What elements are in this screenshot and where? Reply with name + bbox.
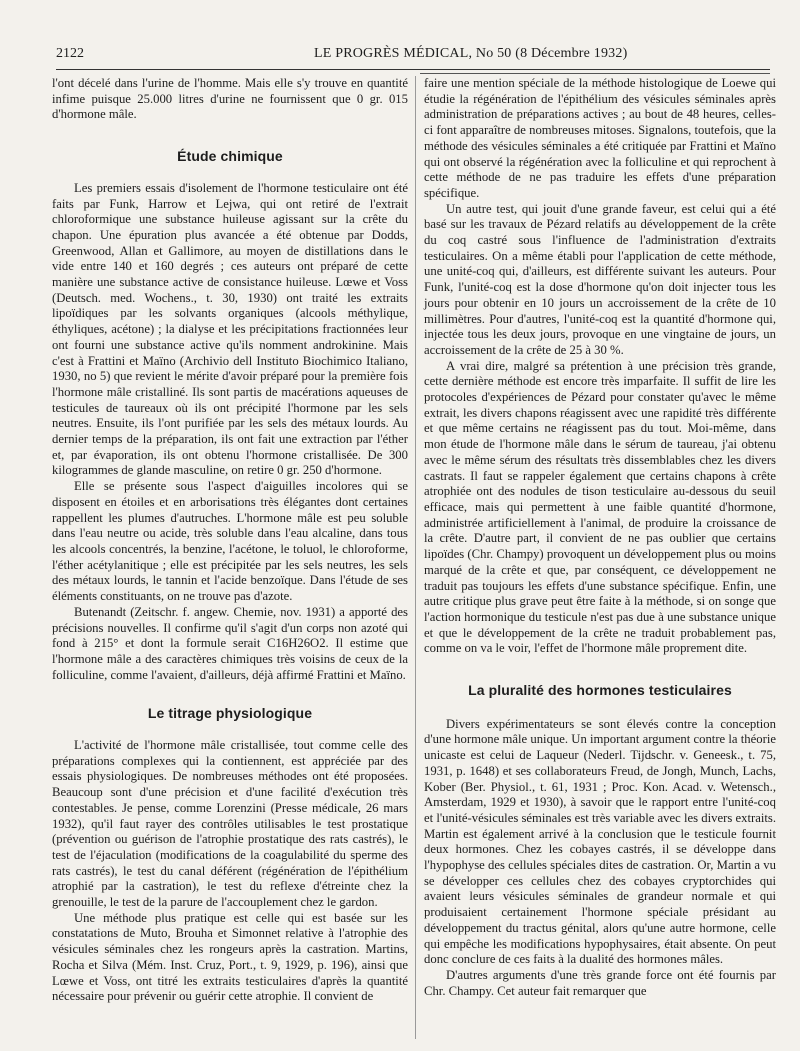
header-rule-secondary bbox=[420, 73, 770, 74]
page-number: 2122 bbox=[56, 46, 84, 61]
paragraph: Les premiers essais d'isolement de l'hormone testiculaire ont été faits par Funk, Harrow et Lejwa, qui ont retiré de l'extrait chloroformique une substance huileuse agissant sur la crête du chapon. Une épuration plus avancée a été obtenue par Dodds, Greenwood, Allan et Gallimore, au moyen de distillations dans le vide entre 140 et 160 degrés ; ces auteurs ont préparé de cette manière une substance active de consistance huileuse. Lœwe et Voss (Deutsch. med. Wochens., t. 30, 1930) ont traité les extraits lipoïdiques par les solvants organiques (alcools méthylique, éthyliques, acétone) ; la dialyse et les précipitations fractionnées leur ont fourni une substance active qu'ils nomment androkinine. Mais c'est à Frattini et Maïno (Archivio dell Instituto Biochimico Italiano, 1930, no 5) que revient le mérite d'avoir préparé pour la première fois l'hormone mâle cristalliné. Ils sont partis de macérations aqueuses de testicules de taureaux où ils ont précipité l'hormone par les sels neutres. Ensuite, ils l'ont purifiée par les sels des métaux lourds. Au dernier temps de la préparation, ils ont fait une extraction par l'éther et, par évaporation, ils ont obtenu l'hormone cristallisée. De 300 kilogrammes de glande masculine, on retire 0 gr. 250 d'hormone. bbox=[52, 180, 408, 478]
header-rule bbox=[56, 69, 770, 70]
section-heading-physiological-titration: Le titrage physiologique bbox=[147, 705, 313, 722]
paragraph: A vrai dire, malgré sa prétention à une précision très grande, cette dernière méthode est encore très imparfaite. Il suffit de lire les protocoles d'expériences de Pézard pour constater qu'avec le même extrait, les divers chapons réagissent avec une rapidité très différente et que même certains ne réagissent pas du tout. Moi-même, dans mon étude de l'hormone mâle dans le sérum de taureau, j'ai obtenu avec le même sérum des résultats très dissemblables chez les divers castrats. Il faut se rappeler également que certains chapons à crête atrophiée ont des nodules de tison testiculaire au-dessous du seuil efficace, mais qui permettent à une faible quantité d'hormone, administrée artificiellement à l'animal, de produire la croissance de la crête. D'autre part, il convient de ne pas oublier que certains lipoïdes (Chr. Champy) provoquent un développement plus ou moins marqué de la crête et que, par conséquent, ce développement ne traduit pas toujours les effets d'une substance spécifique. Enfin, une autre critique plus grave peut être faite à la méthode, si on songe que l'action hormonique du testicule n'est pas due à une substance unique et que le développement de la crête ne traduit probablement pas, comme on va le voir, l'effet de l'hormone mâle proprement dite. bbox=[424, 358, 776, 656]
left-column bbox=[52, 76, 408, 1031]
paragraph: Butenandt (Zeitschr. f. angew. Chemie, nov. 1931) a apporté des précisions nouvelles. Il confirme qu'il s'agit d'un corps non azoté qui fond à 215° et dont la formule serait C16H26O2. Il estime que l'hormone mâle a des caractères chimiques très voisins de ceux de la folliculine, comme l'avaient, d'ailleurs, déjà affirmé Frattini et Maïno. bbox=[52, 604, 408, 682]
paragraph: Divers expérimentateurs se sont élevés contre la conception d'une hormone mâle unique. Un important argument contre la théorie unicaste est celui de Laqueur (Nederl. Tijdschr. v. Geneesk., t. 75, 1931, p. 1648) et ses collaborateurs Freud, de Jongh, Munch, Lachs, Kober (Ber. Physiol., t. 61, 1931 ; Proc. Kon. Acad. v. Wetensch., Amsterdam, 1929 et 1930), à savoir que le rapport entre l'unité-coq et l'unité-vésicules séminales est très variable avec les divers extraits. Martin est également arrivé à la conclusion que le testicule fournit deux hormones. Chez les cobayes castrés, il se développe dans l'hypophyse des cellules spéciales dites de castration. Or, Martin a vu se développer ces cellules chez des cobayes cryptorchides qui avaient leurs vésicules séminales de grandeur normale et qui produisaient certainement l'hormone spéciale présidant au développement du tractus génital, alors qu'une autre hormone, celle qui empêche les modifications hypophysaires, était absente. On peut donc conclure de ces faits à la dualité des hormones mâles. bbox=[424, 716, 776, 967]
paragraph: D'autres arguments d'une très grande force ont été fournis par Chr. Champy. Cet auteur fait remarquer que bbox=[424, 967, 776, 998]
paragraph: Un autre test, qui jouit d'une grande faveur, est celui qui a été basé sur les travaux de Pézard relatifs au développement de la crête du coq castré sous l'influence de l'administration d'extraits testiculaires. On a même établi pour l'application de cette méthode, une unité-coq qui, d'ailleurs, est différente suivant les auteurs. Pour Funk, l'unité-coq est la dose d'hormone qu'on doit injecter tous les jours pour obtenir en 10 jours un accroissement de la crête de 10 millimètres. Pour d'autres, l'unité-coq est la quantité d'hormone qui, injectée tous les deux jours, provoque en une vingtaine de jours, un accroissement de la crête de 25 à 30 %. bbox=[424, 201, 776, 357]
page-header bbox=[56, 46, 770, 68]
running-title: LE PROGRÈS MÉDICAL, No 50 (8 Décembre 1932) bbox=[314, 46, 628, 61]
section-heading-chemical-study: Étude chimique bbox=[177, 148, 283, 165]
paragraph: Une méthode plus pratique est celle qui est basée sur les constatations de Muto, Brouha et Simonnet relative à l'atrophie des vésicules séminales chez les rongeurs après la castration. Martins, Rocha et Silva (Mém. Inst. Cruz, Port., t. 9, 1929, p. 196), ainsi que Lœwe et Voss, ont titré les extraits testiculaires d'après la quantité nécessaire pour prévenir ou guérir cette atrophie. Il convient de bbox=[52, 910, 408, 1004]
paragraph: L'activité de l'hormone mâle cristallisée, tout comme celle des préparations complexes qui la contiennent, est appréciée par des essais physiologiques. De nombreuses méthodes ont été proposées. Beaucoup sont d'une précision et d'une facilité d'exécution très contestables. Je pense, comme Lorenzini (Presse médicale, 26 mars 1932), qu'il faut rayer des contrôles utilisables le test prostatique (prévention ou guérison de l'atrophie prostatique des rats castrés), le test de l'éjaculation (modifications de la coagulabilité du sperme des rats castrés), le test du canal déférent (régénération de l'épithélium atrophié par la castration), le test du reflexe d'étreinte chez la grenouille, le test de la parure de l'accouplement chez le gardon. bbox=[52, 738, 408, 910]
column-divider bbox=[415, 76, 416, 1039]
paragraph: faire une mention spéciale de la méthode histologique de Loewe qui étudie la régénération de l'épithélium des vésicules séminales après administration de préparations actives ; au bout de 48 heures, celles-ci font apparaître de nombreuses mitoses. Signalons, toutefois, que la méthode des vésicules séminales a été critiquée par Frattini et Maïno qui ont observé la régénération avec la folliculine et qui reprochent à cette méthode de ne pas traduire les effets d'une préparation spécifique. bbox=[424, 76, 776, 200]
paragraph: l'ont décelé dans l'urine de l'homme. Mais elle s'y trouve en quantité infime puisque 25.000 litres d'urine ne fournissent que 0 gr. 015 d'hormone mâle. bbox=[52, 76, 408, 122]
section-heading-plurality-of-hormones: La pluralité des hormones testiculaires bbox=[468, 682, 732, 699]
paragraph: Elle se présente sous l'aspect d'aiguilles incolores qui se disposent en étoiles et en arborisations très élégantes dont certaines rappellent les plumes d'autruches. L'hormone mâle est peu soluble dans l'eau neutre ou acide, très soluble dans l'eau alcaline, dans tous les alcools concentrés, la benzine, l'acétone, le toluol, le chloroforme, l'éther acétylanitique ; elle est précipitée par les sels neutres, les sels des métaux lourds, le tannin et l'acide benzoïque. Dans l'étude de ses éléments constituants, on ne trouve pas d'azote. bbox=[52, 479, 408, 604]
right-column bbox=[424, 76, 776, 1031]
